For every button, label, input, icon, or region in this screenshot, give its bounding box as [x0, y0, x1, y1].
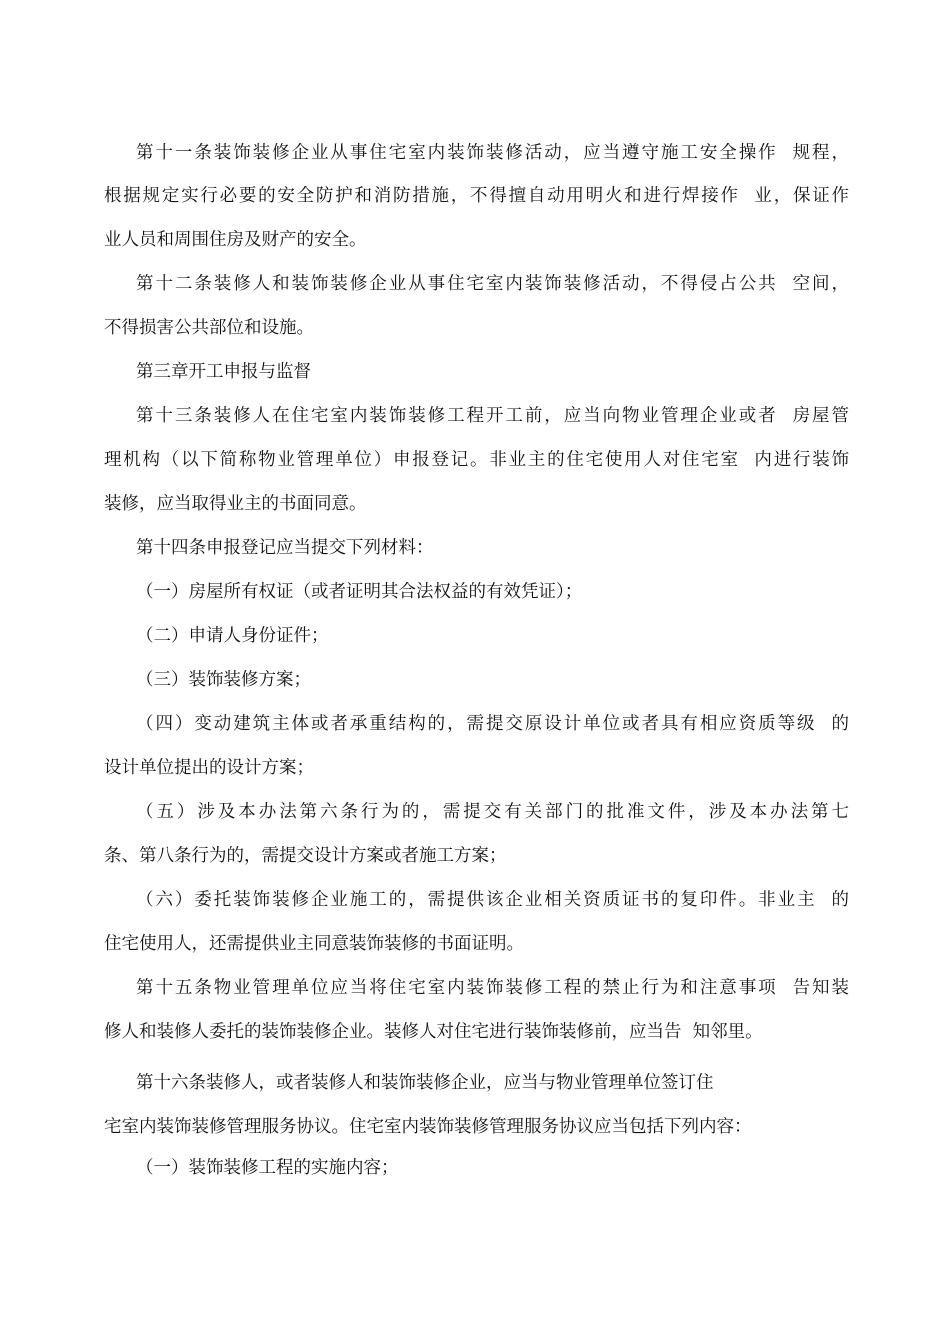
item-3-line-1: （三）装饰装修方案； [136, 670, 311, 690]
chapter-3-heading: 第三章开工申报与监督 [136, 362, 311, 382]
article-15-line-1: 第十五条物业管理单位应当将住宅室内装饰装修工程的禁止行为和注意事项 告知装 [136, 978, 849, 998]
article-12-line-1: 第十二条装修人和装饰装修企业从事住宅室内装饰装修活动，不得侵占公共 空间， [136, 274, 849, 294]
item-4-line-1: （四）变动建筑主体或者承重结构的，需提交原设计单位或者具有相应资质等级 的 [136, 714, 849, 734]
article-11-line-1: 第十一条装饰装修企业从事住宅室内装饰装修活动，应当遵守施工安全操作 规程， [136, 143, 849, 163]
article-15-line-2: 修人和装修人委托的装饰装修企业。装修人对住宅进行装饰装修前，应当告 知邻里。 [104, 1022, 763, 1042]
article-16-line-1: 第十六条装修人，或者装修人和装饰装修企业，应当与物业管理单位签订住 [136, 1073, 714, 1093]
article-11-line-3: 业人员和周围住房及财产的安全。 [104, 230, 367, 250]
article-13-line-3: 装修，应当取得业主的书面同意。 [104, 494, 367, 514]
item-5-line-1: （五）涉及本办法第六条行为的，需提交有关部门的批准文件，涉及本办法第七 [136, 802, 849, 822]
article-12-line-2: 不得损害公共部位和设施。 [104, 318, 314, 338]
article-11-line-2: 根据规定实行必要的安全防护和消防措施，不得擅自动用明火和进行焊接作 业，保证作 [104, 186, 849, 206]
article-13-line-1: 第十三条装修人在住宅室内装饰装修工程开工前，应当向物业管理企业或者 房屋管 [136, 406, 849, 426]
item-6-line-1: （六）委托装饰装修企业施工的，需提供该企业相关资质证书的复印件。非业主 的 [136, 890, 849, 910]
item-1-line-1: （一）房屋所有权证（或者证明其合法权益的有效凭证）； [136, 582, 583, 602]
item-6-line-2: 住宅使用人，还需提供业主同意装饰装修的书面证明。 [104, 934, 524, 954]
item-5-line-2: 条、第八条行为的，需提交设计方案或者施工方案； [104, 846, 507, 866]
article-16-line-2: 宅室内装饰装修管理服务协议。住宅室内装饰装修管理服务协议应当包括下列内容： [104, 1117, 752, 1137]
article-13-line-2: 理机构（以下简称物业管理单位）申报登记。非业主的住宅使用人对住宅室 内进行装饰 [104, 450, 849, 470]
item-2-line-1: （二）申请人身份证件； [136, 626, 329, 646]
item-4-line-2: 设计单位提出的设计方案； [104, 758, 314, 778]
article-16-item-1: （一）装饰装修工程的实施内容； [136, 1158, 399, 1178]
article-14-line-1: 第十四条申报登记应当提交下列材料： [136, 538, 434, 558]
